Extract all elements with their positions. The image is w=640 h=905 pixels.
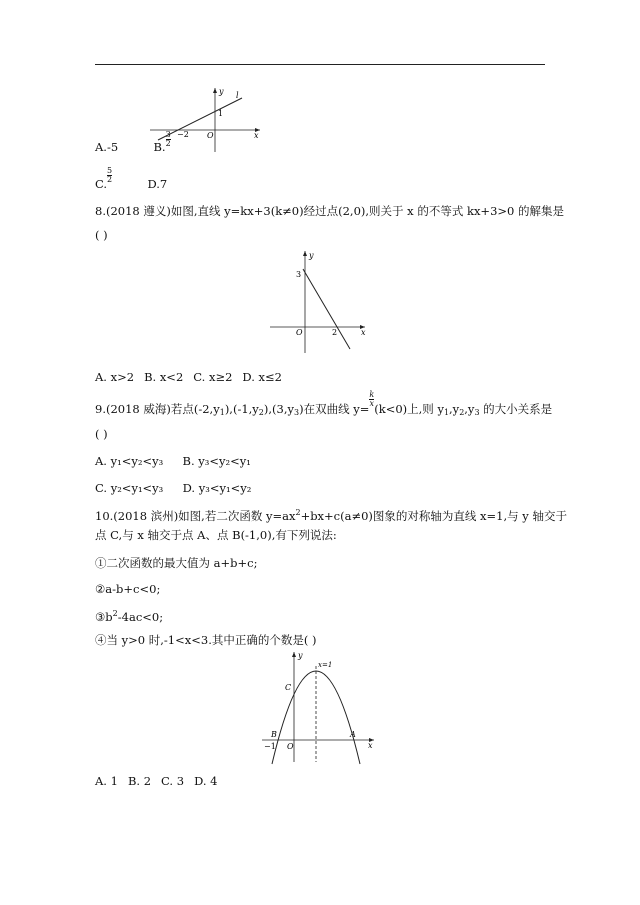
q9-options-row-1 bbox=[95, 453, 251, 469]
q7-line-label: l bbox=[236, 91, 239, 100]
q7-axis-x-label: x bbox=[254, 131, 259, 140]
q9-option-a: A. y₁<y₂<y₃ bbox=[95, 454, 164, 468]
q9-fraction: $\frac{k}{x}$ bbox=[369, 389, 375, 408]
q9-option-d: D. y₃<y₁<y₂ bbox=[182, 481, 252, 495]
q10-option-d: D. 4 bbox=[194, 774, 218, 788]
q8-graph bbox=[270, 247, 375, 357]
header-rule bbox=[95, 64, 545, 65]
q9-stem: 9.(2018 威海)若点$(-2,y_1),(-1,y_2),(3,y_3)$在双曲线 $y=\frac{k}{x}$ (k<0)上,则 $y_1,y_2,y_3$ 的大小关系是 bbox=[95, 389, 553, 417]
q10-statement-1: ①二次函数的最大值为 a+b+c; bbox=[95, 556, 258, 570]
q7-options-row-1 bbox=[95, 129, 171, 157]
q10-point-b-label: B bbox=[271, 730, 277, 739]
q7-option-c-prefix: C. bbox=[95, 177, 108, 191]
q10-axis-x-label: x bbox=[368, 741, 373, 750]
q7-origin-label: O bbox=[207, 131, 214, 140]
q9-option-b: B. y₃<y₂<y₁ bbox=[182, 454, 251, 468]
q8-paren: ( ) bbox=[95, 228, 108, 242]
q8-option-b: B. x<2 bbox=[144, 370, 184, 384]
q10-statement-2: ②a-b+c<0; bbox=[95, 582, 161, 596]
q7-option-b-prefix: B. bbox=[153, 140, 166, 154]
q7-option-b-fraction: $\frac{3}{2}$ bbox=[165, 129, 171, 148]
q8-tick-x: 2 bbox=[332, 328, 338, 337]
q8-tick-y: 3 bbox=[296, 270, 302, 279]
q10-origin-label: O bbox=[287, 742, 294, 751]
q10-symmetry-axis-label: x=1 bbox=[318, 661, 333, 669]
q9-option-c: C. y₂<y₁<y₃ bbox=[95, 481, 164, 495]
q10-tick-minus-one: −1 bbox=[264, 742, 276, 751]
q10-option-b: B. 2 bbox=[127, 774, 152, 788]
q10-option-a: A. 1 bbox=[95, 774, 118, 788]
q7-tick-y: 1 bbox=[218, 109, 224, 118]
q9-paren: ( ) bbox=[95, 427, 108, 441]
q10-graph bbox=[258, 646, 380, 766]
q8-option-c: C. x≥2 bbox=[193, 370, 233, 384]
q10-options bbox=[95, 773, 228, 789]
q7-axis-y-label: y bbox=[219, 87, 224, 96]
q8-stem: 8.(2018 遵义)如图,直线 y=kx+3(k≠0)经过点(2,0),则关于 x 的不等式 kx+3>0 的解集是 bbox=[95, 204, 564, 218]
q10-point-c-label: C bbox=[285, 683, 292, 692]
q7-options-row-2 bbox=[95, 165, 168, 194]
q7-option-c-fraction: $\frac{5}{2}$ bbox=[107, 165, 113, 184]
q8-option-d: D. x≤2 bbox=[242, 370, 282, 384]
q8-options bbox=[95, 369, 292, 385]
q10-stem-line-1: 10.(2018 滨州)如图,若二次函数 $y=ax^2+bx+c(a\ne 0)$图象的对称轴为直线 x=1,与 y 轴交于 bbox=[95, 508, 567, 523]
q10-axis-y-label: y bbox=[298, 651, 303, 660]
q7-option-d: D.7 bbox=[147, 177, 168, 191]
q8-option-a: A. x>2 bbox=[95, 370, 135, 384]
q7-option-a: A.-5 bbox=[95, 140, 119, 154]
q7-tick-x: −2 bbox=[177, 130, 189, 139]
q8-axis-x-label: x bbox=[361, 328, 366, 337]
q10-option-c: C. 3 bbox=[161, 774, 185, 788]
q8-axis-y-label: y bbox=[309, 251, 314, 260]
q9-options-row-2 bbox=[95, 480, 251, 496]
q10-statement-3: $③b^2-4ac<0$; bbox=[95, 609, 164, 624]
q10-statement-4: ④当 y>0 时,-1<x<3.其中正确的个数是( ) bbox=[95, 633, 317, 647]
q10-stem-line-2: 点 C,与 x 轴交于点 A、点 B(-1,0),有下列说法: bbox=[95, 528, 337, 542]
q8-origin-label: O bbox=[296, 328, 303, 337]
q10-point-a-label: A bbox=[350, 730, 356, 739]
